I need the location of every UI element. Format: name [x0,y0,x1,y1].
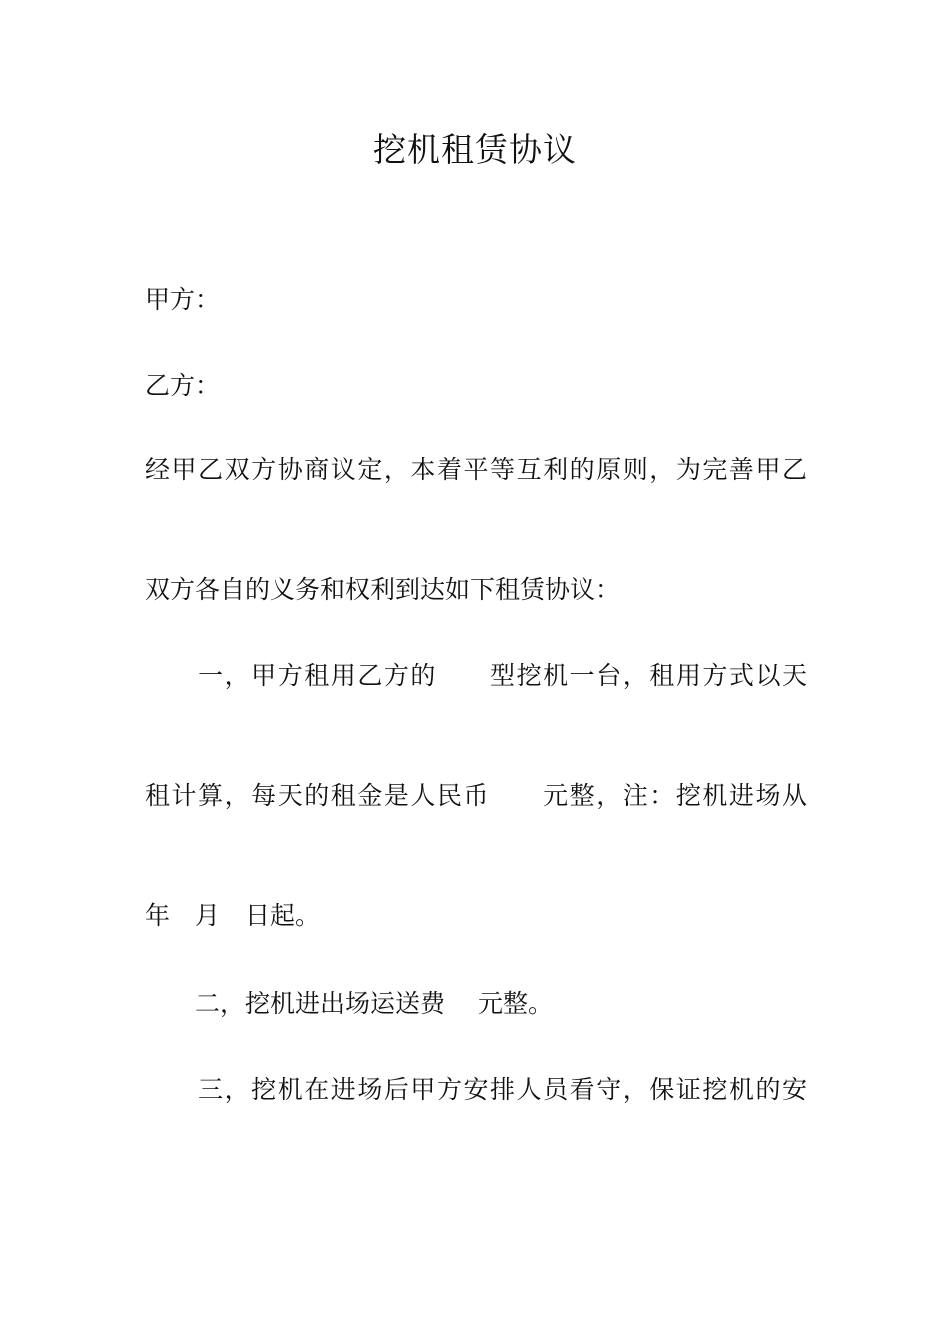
intro-line-1: 经甲乙双方协商议定，本着平等互利的原则，为完善甲乙 [145,455,807,484]
party-a-line: 甲方： [145,285,221,314]
clause-1-line-1: 一，甲方租用乙方的 型挖机一台，租用方式以天 [145,661,807,690]
intro-line-2: 双方各自的义务和权利到达如下租赁协议： [145,575,621,604]
clause-2-line: 二，挖机进出场运送费 元整。 [145,989,553,1018]
document-title: 挖机租赁协议 [373,130,577,169]
clause-1-line-2: 租计算，每天的租金是人民币 元整，注：挖机进场从 [145,781,807,810]
party-b-line: 乙方： [145,371,221,400]
clause-1-line-3: 年 月 日起。 [145,901,321,930]
clause-3-line-1: 三，挖机在进场后甲方安排人员看守，保证挖机的安 [145,1075,807,1104]
